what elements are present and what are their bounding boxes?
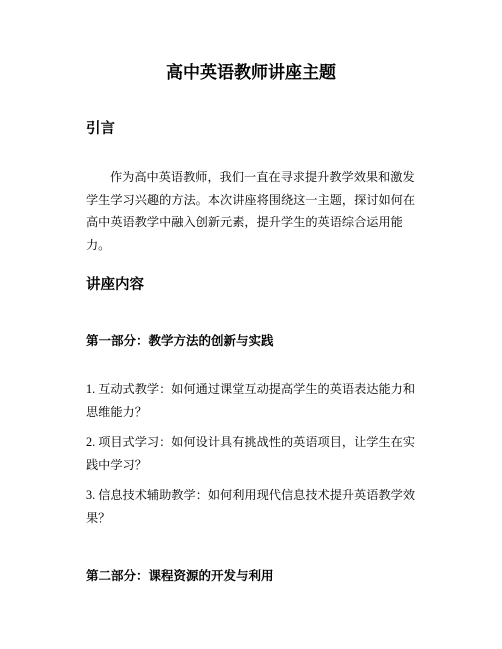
item-number: 1. xyxy=(86,382,99,396)
item-term: 互动式教学 xyxy=(98,382,160,396)
content-heading: 讲座内容 xyxy=(86,277,144,293)
list-item-2 xyxy=(86,431,422,476)
item-number: 3. xyxy=(86,488,99,502)
list-item-1 xyxy=(86,378,422,423)
intro-heading: 引言 xyxy=(86,121,115,137)
item-text: ：如何利用现代信息技术提升英语教学效果？ xyxy=(86,488,416,525)
item-number: 2. xyxy=(86,435,99,449)
item-term: 信息技术辅助教学 xyxy=(98,488,196,502)
intro-paragraph xyxy=(86,166,422,256)
intro-text: 作为高中英语教师，我们一直在寻求提升教学效果和激发学生学习兴趣的方法。本次讲座将围绕这一主题，探讨如何在高中英语教学中融入创新元素，提升学生的英语综合运用能力。 xyxy=(86,170,416,252)
item-term: 项目式学习 xyxy=(98,435,160,449)
item-text: ：如何通过课堂互动提高学生的英语表达能力和思维能力？ xyxy=(86,382,416,419)
item-text: ：如何设计具有挑战性的英语项目，让学生在实践中学习？ xyxy=(86,435,416,472)
part2-heading: 第二部分：课程资源的开发与利用 xyxy=(86,568,274,583)
list-item-3 xyxy=(86,484,422,529)
part1-heading: 第一部分：教学方法的创新与实践 xyxy=(86,333,274,348)
document-title: 高中英语教师讲座主题 xyxy=(166,63,336,83)
